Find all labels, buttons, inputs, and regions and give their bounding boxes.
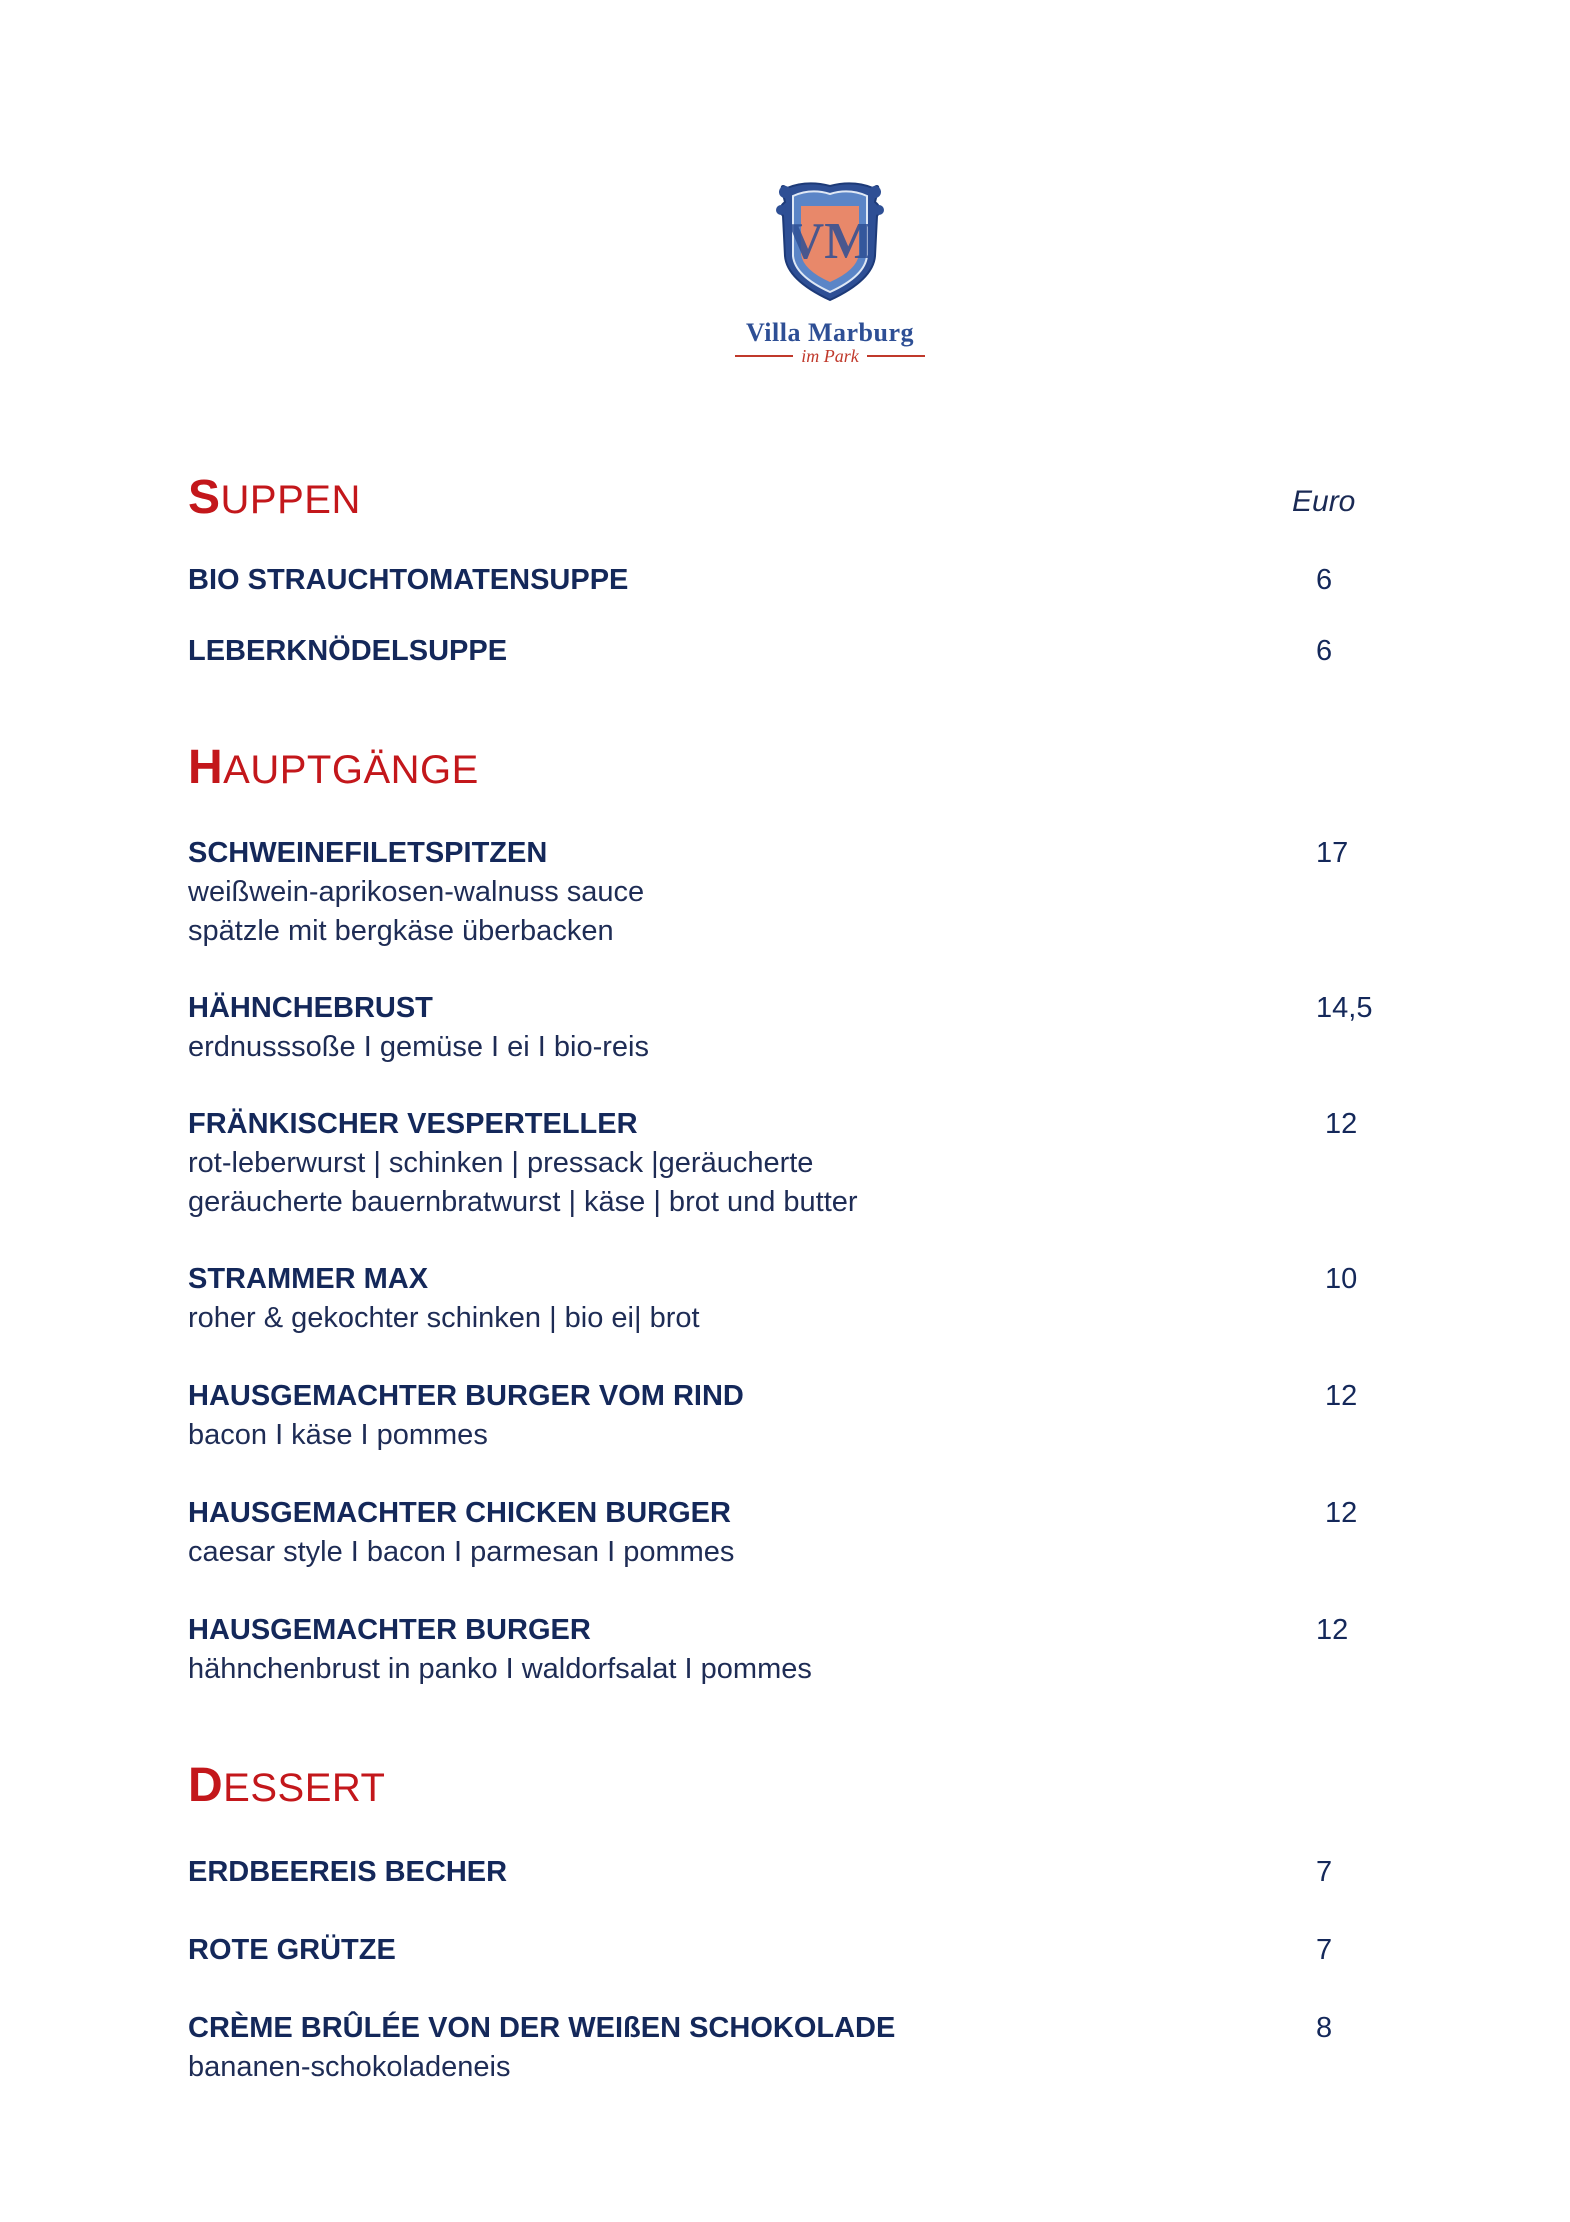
item-name: CRÈME BRÛLÉE VON DER WEIßEN SCHOKOLADE [188,2012,896,2044]
item-description: rot-leberwurst | schinken | pressack |geräucherte [188,1147,814,1179]
section-cap: H [188,741,224,794]
item-description: spätzle mit bergkäse überbacken [188,915,614,947]
menu-item [188,1105,1388,1222]
item-description: caesar style I bacon I parmesan I pommes [188,1536,735,1568]
menu-item [188,1260,1388,1338]
menu-item [188,1494,1388,1572]
menu-item [188,2009,1388,2087]
item-description: bacon I käse I pommes [188,1419,488,1451]
item-price: 10 [1325,1263,1358,1295]
item-name: ROTE GRÜTZE [188,1934,396,1966]
item-name: FRÄNKISCHER VESPERTELLER [188,1108,638,1140]
item-price: 14,5 [1316,992,1373,1024]
item-price: 12 [1325,1380,1358,1412]
item-name: HAUSGEMACHTER CHICKEN BURGER [188,1497,731,1529]
currency-label: Euro [1292,485,1356,518]
logo-rule-left [735,355,793,357]
item-description: roher & gekochter schinken | bio ei| brot [188,1302,700,1334]
section-cap: D [188,1759,224,1812]
item-price: 7 [1316,1934,1333,1966]
section-title-dessert [188,1758,386,1813]
item-description: hähnchenbrust in panko I waldorfsalat I pommes [188,1653,812,1685]
item-name: BIO STRAUCHTOMATENSUPPE [188,564,629,596]
item-name: HAUSGEMACHTER BURGER VOM RIND [188,1380,744,1412]
item-price: 6 [1316,635,1333,667]
menu-item [188,632,1388,671]
item-price: 7 [1316,1856,1333,1888]
logo-subtitle [720,346,940,366]
item-description: bananen-schokoladeneis [188,2051,511,2083]
item-price: 17 [1316,837,1349,869]
logo-sub-text: im Park [801,345,859,366]
section-cap: S [188,471,221,524]
item-name: HAUSGEMACHTER BURGER [188,1614,591,1646]
item-price: 8 [1316,2012,1333,2044]
item-price: 12 [1325,1497,1358,1529]
item-name: ERDBEEREIS BECHER [188,1856,508,1888]
item-name: HÄHNCHEBRUST [188,992,433,1024]
menu-item [188,1611,1388,1689]
item-description: geräucherte bauernbratwurst | käse | brot und butter [188,1186,858,1218]
item-price: 12 [1325,1108,1358,1140]
menu-item [188,834,1388,951]
item-price: 6 [1316,564,1333,596]
item-price: 12 [1316,1614,1349,1646]
menu-item [188,1853,1388,1892]
item-name: STRAMMER MAX [188,1263,429,1295]
logo-name: Villa Marburg [745,318,915,347]
svg-text:VM: VM [786,213,874,270]
item-description: weißwein-aprikosen-walnuss sauce [188,876,645,908]
section-title-suppen [188,470,361,525]
crest-icon [775,180,885,304]
section-rest: AUPTGÄNGE [223,748,479,792]
logo-rule-right [867,355,925,357]
menu-item [188,989,1388,1067]
section-title-hauptgaenge [188,740,479,795]
menu-item [188,1377,1388,1455]
section-rest: ESSERT [223,1766,386,1810]
restaurant-logo [720,180,940,370]
item-name: SCHWEINEFILETSPITZEN [188,837,548,869]
section-rest: UPPEN [220,478,361,522]
item-name: LEBERKNÖDELSUPPE [188,635,508,667]
item-description: erdnusssoße I gemüse I ei I bio-reis [188,1031,649,1063]
menu-item [188,561,1388,600]
menu-item [188,1931,1388,1970]
